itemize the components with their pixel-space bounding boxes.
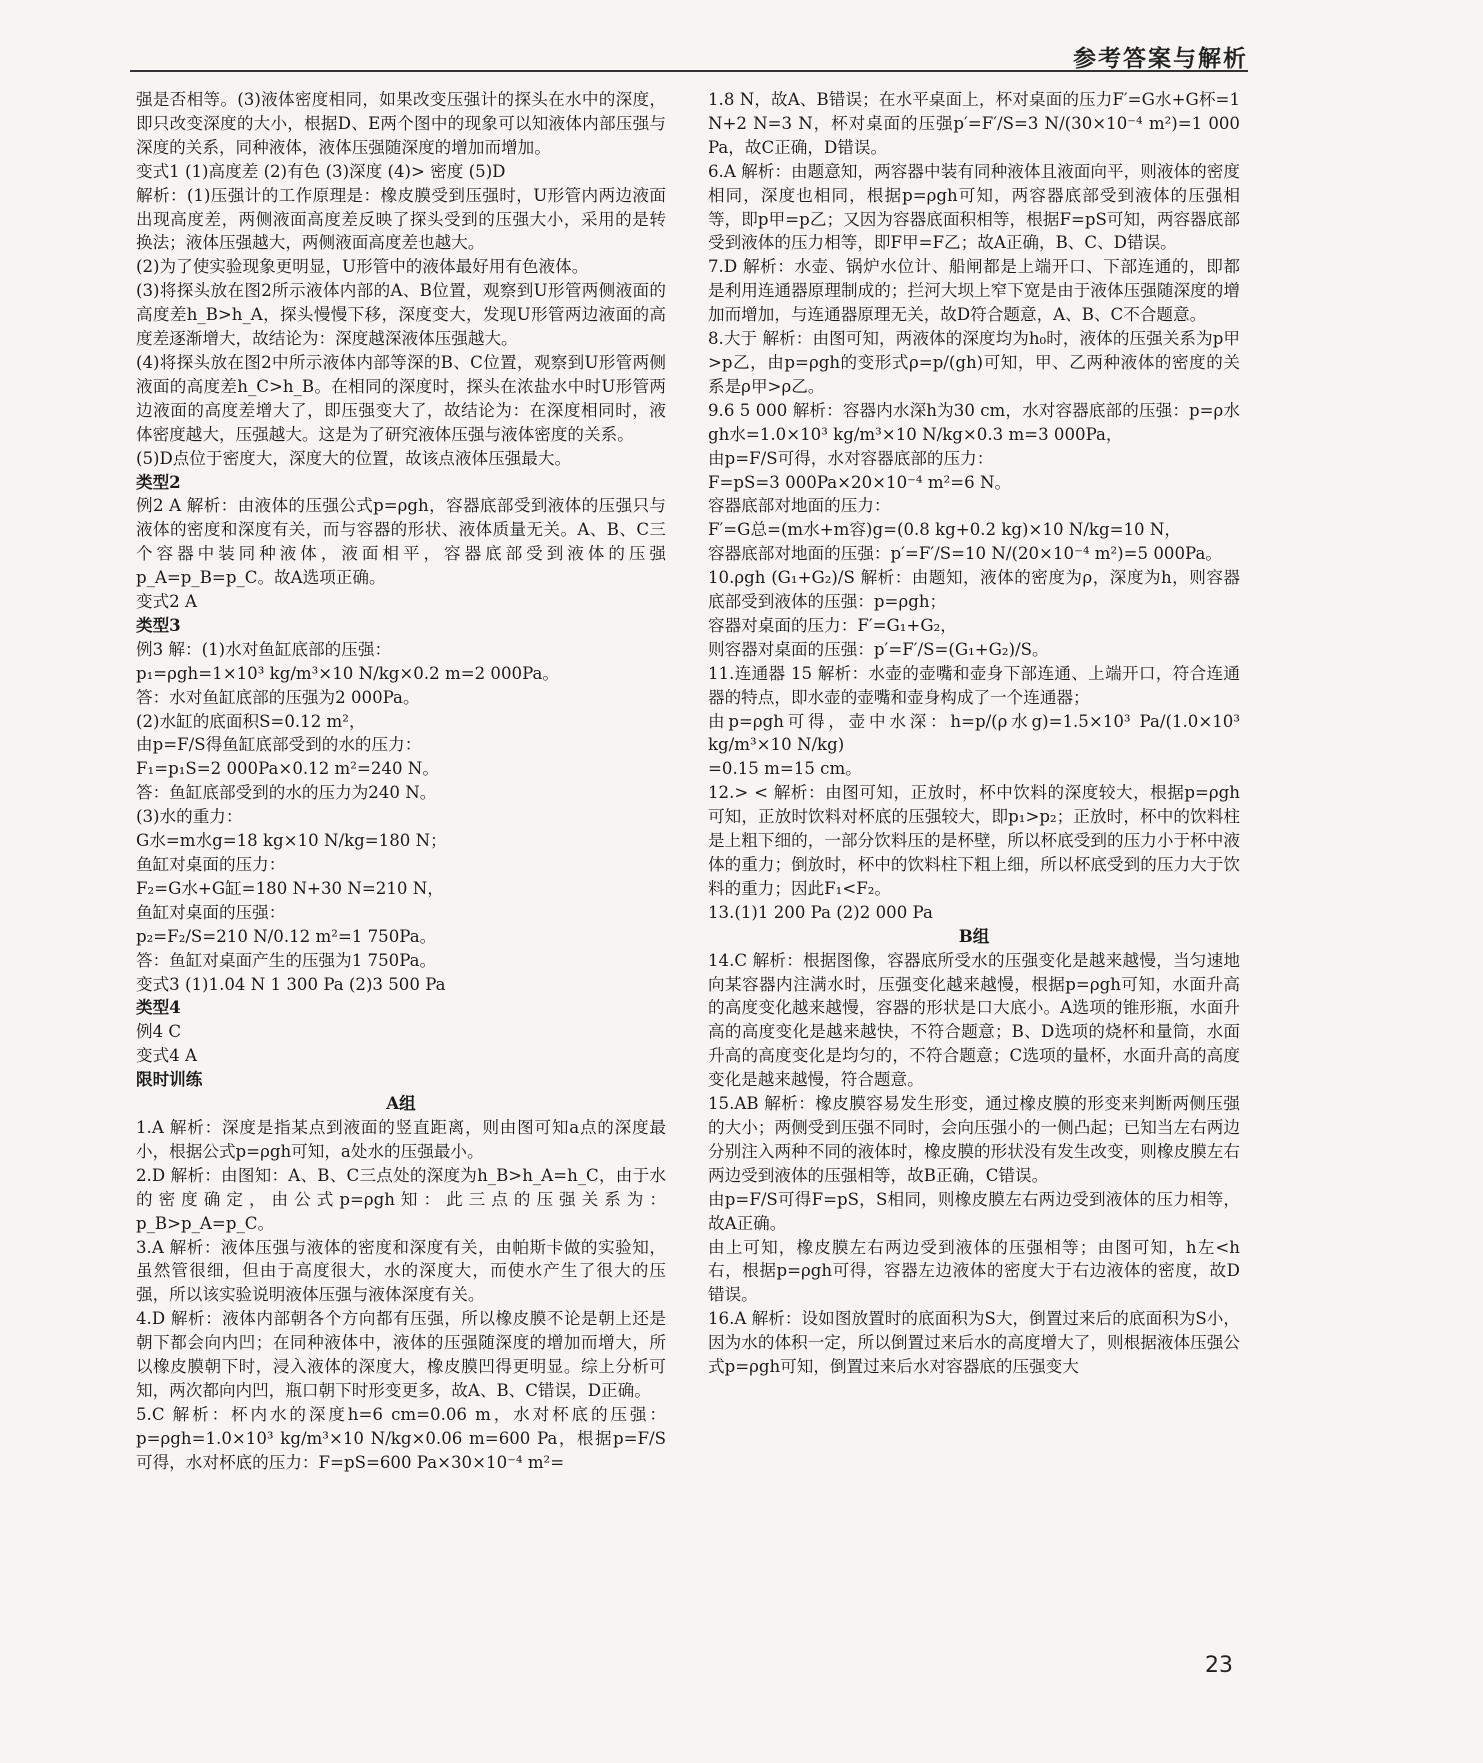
paragraph: G水=m水g=18 kg×10 N/kg=180 N； [136, 831, 447, 851]
paragraph: 2.D 解析：由图知：A、B、C三点处的深度为h_B>h_A=h_C，由于水的密度确定，由公式p=ρgh知：此三点的压强关系为：p_B>p_A=p_C。 [136, 1165, 666, 1233]
paragraph: 16.A 解析：设如图放置时的底面积为S大，倒置过来后的底面积为S小，因为水的体积一定，所以倒置过来后水的高度增大了，则根据液体压强公式p=ρgh可知，倒置过来后水对容器底的压强变大 [708, 1309, 1240, 1377]
paragraph: 9.6 5 000 解析：容器内水深h为30 cm，水对容器底部的压强：p=ρ水gh水=1.0×10³ kg/m³×10 N/kg×0.3 m=3 000Pa， [708, 400, 1240, 444]
paragraph: 限时训练 [136, 1069, 203, 1090]
paragraph: 强是否相等。(3)液体密度相同，如果改变压强计的探头在水中的深度，即只改变深度的大小，根据D、E两个图中的现象可以知液体内部压强与深度的关系，同种液体，液体压强随深度的增加而增加。 [136, 90, 666, 157]
paragraph: 10.ρgh (G₁+G₂)/S 解析：由题知，液体的密度为ρ，深度为h，则容器底部受到液体的压强：p=ρgh； [708, 568, 1240, 612]
paragraph: 解析：(1)压强计的工作原理是：橡皮膜受到压强时，U形管内两边液面出现高度差，两侧液面高度差反映了探头受到的压强大小，采用的是转换法；液体压强越大，两侧液面高度差也越大。 [136, 185, 666, 253]
paragraph: (2)为了使实验现象更明显，U形管中的液体最好用有色液体。 [136, 257, 589, 277]
paragraph: B组 [958, 925, 990, 946]
paragraph: 5.C 解析：杯内水的深度h=6 cm=0.06 m，水对杯底的压强：p=ρgh=1.0×10³ kg/m³×10 N/kg×0.06 m=600 Pa，根据p=F/S可得，水对杯底的压力：F=pS=600 Pa×30×10⁻⁴ m²= [136, 1404, 666, 1472]
paragraph: F₂=G水+G缸=180 N+30 N=210 N， [136, 878, 444, 898]
paragraph: 变式3 (1)1.04 N 1 300 Pa (2)3 500 Pa [136, 974, 446, 994]
paragraph: 由上可知，橡皮膜左右两边受到液体的压强相等；由图可知，h左<h右，根据p=ρgh可得，容器左边液体的密度大于右边液体的密度，故D错误。 [708, 1237, 1240, 1305]
paragraph: 14.C 解析：根据图像，容器底所受水的压强变化是越来越慢，当匀速地向某容器内注满水时，压强变化越来越慢，根据p=ρgh可知，水面升高的高度变化越来越慢，容器的形状是口大底小。A选项的锥形瓶，水面升高的高度变化是越来越快，不符合题意；B、D选项的烧杯和量筒，水面升高的高度变化是均匀的，不符合题意；C选项的量杯，水面升高的高度变化是越来越慢，符合题意。 [708, 950, 1240, 1090]
paragraph: 变式1 (1)高度差 (2)有色 (3)深度 (4)> 密度 (5)D [136, 161, 506, 181]
paragraph: 4.D 解析：液体内部朝各个方向都有压强，所以橡皮膜不论是朝上还是朝下都会向内凹；在同种液体中，液体的压强随深度的增加而增大，所以橡皮膜朝下时，浸入液体的深度大，橡皮膜凹得更明显。综上分析可知，两次都向内凹，瓶口朝下时形变更多，故A、B、C错误，D正确。 [136, 1309, 666, 1400]
paragraph: F=pS=3 000Pa×20×10⁻⁴ m²=6 N。 [708, 472, 1012, 492]
paragraph: 1.8 N，故A、B错误；在水平桌面上，杯对桌面的压力F′=G水+G杯=1 N+2 N=3 N，杯对桌面的压强p′=F′/S=3 N/(30×10⁻⁴ m²)=1 000 Pa，故C正确，D错误。 [708, 90, 1240, 157]
paragraph: 13.(1)1 200 Pa (2)2 000 Pa [708, 902, 933, 922]
paragraph: (3)水的重力： [136, 807, 243, 827]
header-rule [130, 70, 1248, 72]
left-column [136, 88, 666, 1475]
paragraph: 7.D 解析：水壶、锅炉水位计、船闸都是上端开口、下部连通的，即都是利用连通器原理制成的；拦河大坝上窄下宽是由于液体压强随深度的增加而增加，与连通器原理无关，故D符合题意，A、B、C不合题意。 [708, 257, 1240, 325]
paragraph: p₁=ρgh=1×10³ kg/m³×10 N/kg×0.2 m=2 000Pa。 [136, 663, 560, 683]
paragraph: 鱼缸对桌面的压力： [136, 855, 286, 874]
paragraph: 鱼缸对桌面的压强： [136, 902, 286, 922]
paragraph: 由p=F/S可得F=pS，S相同，则橡皮膜左右两边受到液体的压力相等，故A正确。 [708, 1189, 1240, 1233]
paragraph: 1.A 解析：深度是指某点到液面的竖直距离，则由图可知a点的深度最小，根据公式p=ρgh可知，a处水的压强最小。 [136, 1117, 666, 1161]
paragraph: 例3 解：(1)水对鱼缸底部的压强： [136, 639, 392, 659]
paragraph: =0.15 m=15 cm。 [708, 759, 862, 779]
paragraph: 6.A 解析：由题意知，两容器中装有同种液体且液面向平，则液体的密度相同，深度也相同，根据p=ρgh可知，两容器底部受到液体的压强相等，即p甲=p乙；又因为容器底面积相等，根据F=pS可知，两容器底部受到液体的压力相等，即F甲=F乙；故A正确，B、C、D错误。 [708, 161, 1240, 253]
paragraph: 类型2 [136, 471, 181, 492]
paragraph: 则容器对桌面的压强：p′=F′/S=(G₁+G₂)/S。 [708, 639, 1049, 659]
paragraph: 15.AB 解析：橡皮膜容易发生形变，通过橡皮膜的形变来判断两侧压强的大小；两侧受到压强不同时，会向压强小的一侧凸起；已知当左右两边分别注入两种不同的液体时，橡皮膜的形状没有发生改变，则橡皮膜左右两边受到液体的压强相等，故B正确，C错误。 [708, 1094, 1240, 1185]
paragraph: F′=G总=(m水+m容)g=(0.8 kg+0.2 kg)×10 N/kg=10 N， [708, 520, 1181, 540]
paragraph: 答：鱼缸底部受到的水的压力为240 N。 [136, 783, 437, 803]
page-number: 23 [1205, 1653, 1233, 1678]
paragraph: 8.大于 解析：由图可知，两液体的深度均为h₀时，液体的压强关系为p甲>p乙，由p=ρgh的变形式ρ=p/(gh)可知，甲、乙两种液体的密度的关系是ρ甲>ρ乙。 [708, 329, 1240, 396]
paragraph: 答：水对鱼缸底部的压强为2 000Pa。 [136, 687, 420, 707]
paragraph: (4)将探头放在图2中所示液体内部等深的B、C位置，观察到U形管两侧液面的高度差h_C>h_B。在相同的深度时，探头在浓盐水中时U形管两边液面的高度差增大了，即压强变大了，故结论为：在深度相同时，液体密度越大，压强越大。这是为了研究液体压强与液体密度的关系。 [136, 352, 666, 444]
right-column [708, 88, 1240, 1379]
paragraph: 由p=F/S可得，水对容器底部的压力： [708, 448, 994, 468]
paragraph: 由p=F/S得鱼缸底部受到的水的压力： [136, 735, 422, 755]
paragraph: 11.连通器 15 解析：水壶的壶嘴和壶身下部连通、上端开口，符合连通器的特点，即水壶的壶嘴和壶身构成了一个连通器； [708, 663, 1240, 707]
paragraph: (3)将探头放在图2所示液体内部的A、B位置，观察到U形管两侧液面的高度差h_B>h_A，探头慢慢下移，深度变大，发现U形管两边液面的高度差逐渐增大，故结论为：深度越深液体压强越大。 [136, 281, 666, 349]
paragraph: (2)水缸的底面积S=0.12 m²， [136, 711, 366, 731]
paragraph: 答：鱼缸对桌面产生的压强为1 750Pa。 [136, 950, 437, 970]
paragraph: A组 [386, 1093, 416, 1114]
paragraph: 例4 C [136, 1022, 182, 1042]
paragraph: 类型3 [136, 614, 181, 635]
paragraph: 容器对桌面的压力：F′=G₁+G₂， [708, 615, 957, 635]
paragraph: 变式4 A [136, 1046, 198, 1066]
paragraph: p₂=F₂/S=210 N/0.12 m²=1 750Pa。 [136, 926, 437, 946]
paragraph: 例2 A 解析：由液体的压强公式p=ρgh，容器底部受到液体的压强只与液体的密度和深度有关，而与容器的形状、液体质量无关。A、B、C三个容器中装同种液体，液面相平，容器底部受到液体的压强p_A=p_B=p_C。故A选项正确。 [136, 496, 666, 588]
paragraph: 容器底部对地面的压强：p′=F′/S=10 N/(20×10⁻⁴ m²)=5 000Pa。 [708, 544, 1222, 564]
paragraph: F₁=p₁S=2 000Pa×0.12 m²=240 N。 [136, 759, 439, 779]
header-title: 参考答案与解析 [1073, 46, 1248, 72]
paragraph: 容器底部对地面的压力： [708, 496, 891, 516]
paragraph: 类型4 [136, 997, 181, 1018]
paragraph: 3.A 解析：液体压强与液体的密度和深度有关，由帕斯卡做的实验知，虽然管很细，但由于高度很大，水的深度大，而使水产生了很大的压强，所以该实验说明液体压强与液体深度有关。 [136, 1237, 666, 1305]
paragraph: 12.> < 解析：由图可知，正放时，杯中饮料的深度较大，根据p=ρgh可知，正放时饮料对杯底的压强较大，即p₁>p₂；正放时，杯中的饮料柱是上粗下细的，一部分饮料压的是杯壁，所以杯底受到的压力小于杯中液体的重力；倒放时，杯中的饮料柱下粗上细，所以杯底受到的压力大于饮料的重力；因此F₁<F₂。 [708, 783, 1240, 898]
paragraph: 由p=ρgh可得，壶中水深：h=p/(ρ水g)=1.5×10³ Pa/(1.0×10³ kg/m³×10 N/kg) [708, 711, 1240, 755]
paragraph: (5)D点位于密度大，深度大的位置，故该点液体压强最大。 [136, 448, 572, 468]
paragraph: 变式2 A [136, 592, 198, 612]
